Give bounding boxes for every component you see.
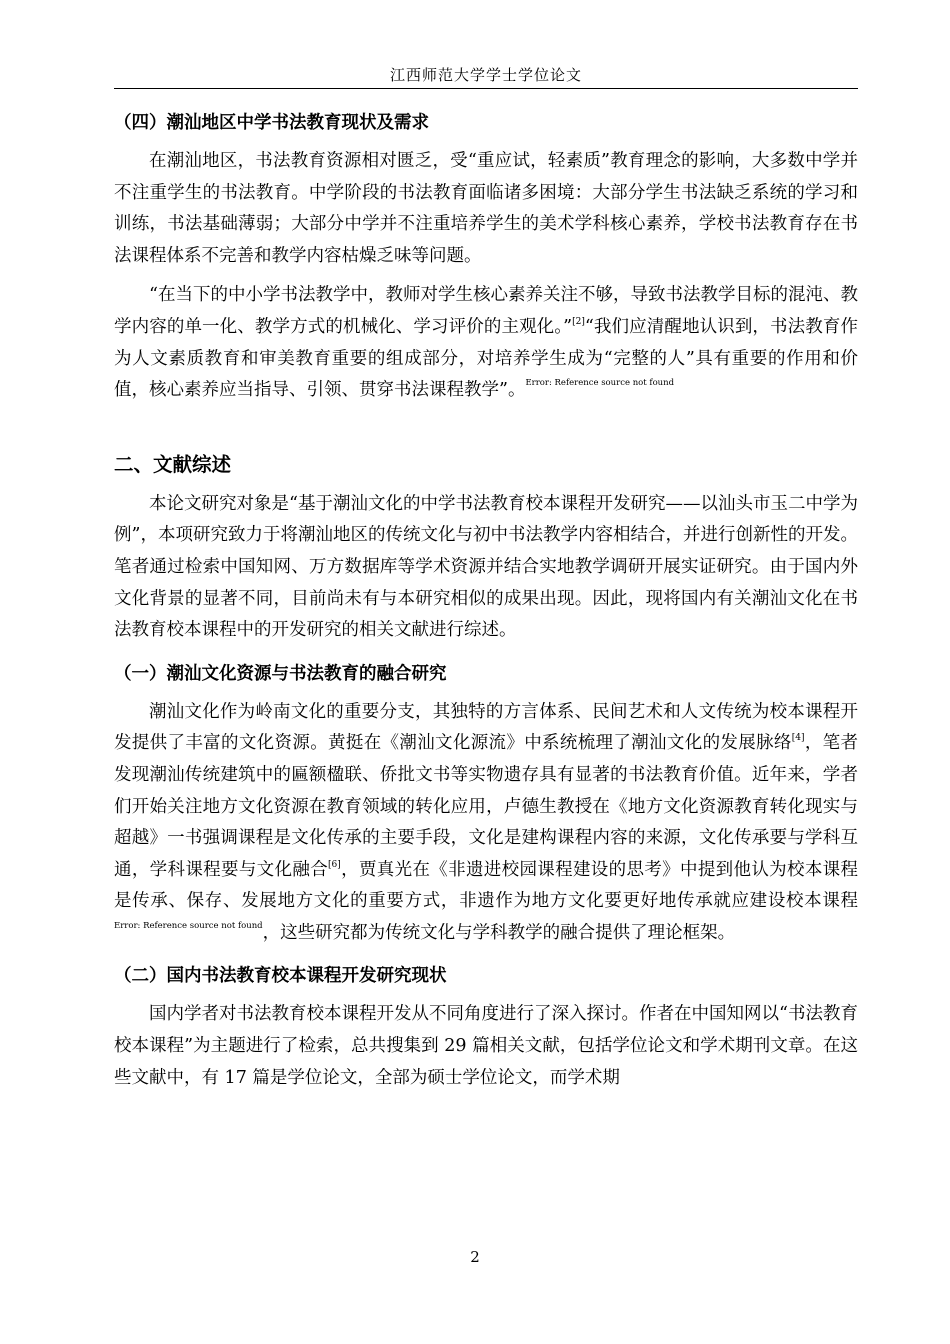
citation-ref: [6] bbox=[328, 859, 341, 870]
subsection-heading-2: （二）国内书法教育校本课程开发研究现状 bbox=[114, 966, 447, 987]
page-body bbox=[114, 108, 858, 1094]
page-number: 2 bbox=[470, 1248, 480, 1266]
text-run: ，这些研究都为传统文化与学科教学的融合提供了理论框架。 bbox=[262, 922, 736, 943]
text-run: 潮汕文化作为岭南文化的重要分支，其独特的方言体系、民间艺术和人文传统为校本课程开发提供了丰富的文化资源。黄挺在《潮汕文化源流》中系统梳理了潮汕文化的发展脉络 bbox=[114, 701, 858, 754]
text-run: ，笔者发现潮汕传统建筑中的匾额楹联、侨批文书等实物遗存具有显著的书法教育价值。近年来，学者们开始关注地方文化资源在教育领域的转化应用，卢德生教授在《地方文化资源教育转化现实与超越》一书强调课程是文化传承的主要手段，文化是建构课程内容的来源，文化传承要与学科互通，学科课程要与文化融合 bbox=[114, 733, 859, 880]
subsection-heading-1: （一）潮汕文化资源与书法教育的融合研究 bbox=[114, 663, 447, 684]
text-run: ，贾真光在《非遗进校园课程建设的思考》中提到他认为校本课程是传承、保存、发展地方文化的重要方式，非遗作为地方文化要更好地传承就应建设校本课程 bbox=[114, 859, 859, 912]
quote-text: “在当下的中小学书法教学中，教师对学生核心素养关注不够，导致书法教学目标的混沌、教学内容的单一化、教学方式的机械化、学习评价的主观化。” bbox=[114, 285, 858, 337]
reference-error: Error: Reference source not found bbox=[525, 378, 675, 389]
section-heading-literature-review: 二、文献综述 bbox=[114, 452, 232, 476]
running-header: 江西师范大学学士学位论文 bbox=[389, 66, 582, 84]
citation-ref: [4] bbox=[791, 733, 805, 744]
paragraph bbox=[114, 697, 858, 950]
paragraph-quote bbox=[114, 280, 858, 406]
quote-text-2: “我们应清醒地认识到，书法教育作为人文素质教育和审美教育重要的组成部分，对培养学生成为“完整的人”具有重要的作用和价值，核心素养应当指导、引领、贯穿书法课程教学”。 bbox=[114, 316, 858, 401]
citation-ref: [2] bbox=[572, 316, 585, 327]
paragraph: 在潮汕地区，书法教育资源相对匮乏，受“重应试，轻素质”教育理念的影响，大多数中学并不注重学生的书法教育。中学阶段的书法教育面临诸多困境：大部分学生书法缺乏系统的学习和训练，书法基础薄弱；大部分中学并不注重培养学生的美术学科核心素养，学校书法教育存在书法课程体系不完善和教学内容枯燥乏味等问题。 bbox=[114, 151, 858, 266]
paragraph: 国内学者对书法教育校本课程开发从不同角度进行了深入探讨。作者在中国知网以“书法教育校本课程”为主题进行了检索，总共搜集到 29 篇相关文献，包括学位论文和学术期刊文章。在这些文献中，有 17 篇是学位论文，全部为硕士学位论文，而学术期 bbox=[114, 1004, 858, 1088]
header-rule bbox=[114, 88, 858, 89]
subsection-heading-4: （四）潮汕地区中学书法教育现状及需求 bbox=[114, 113, 429, 133]
paragraph: 本论文研究对象是“基于潮汕文化的中学书法教育校本课程开发研究——以汕头市玉二中学为例”，本项研究致力于将潮汕地区的传统文化与初中书法教学内容相结合，并进行创新性的开发。笔者通过检索中国知网、万方数据库等学术资源并结合实地教学调研开展实证研究。由于国内外文化背景的显著不同，目前尚未有与本研究相似的成果出现。因此，现将国内有关潮汕文化在书法教育校本课程中的开发研究的相关文献进行综述。 bbox=[114, 493, 858, 641]
reference-error: Error: Reference source not found bbox=[114, 920, 263, 931]
